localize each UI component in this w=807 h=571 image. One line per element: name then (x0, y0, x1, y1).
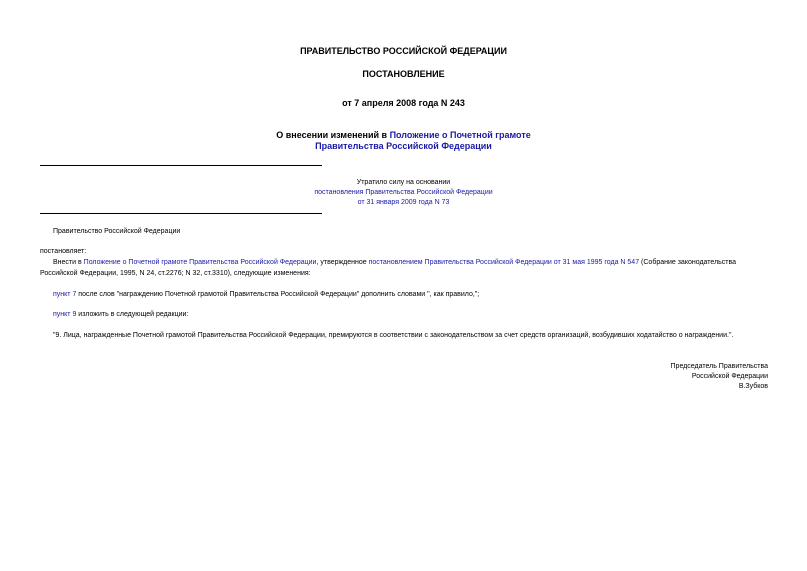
amendment-text-c: (Собрание законодательства Российской Федерации, 1995, N 24, ст.2276; N 32, ст.3310), следующие изменения: (40, 259, 737, 277)
item9-new-wording: "9. Лица, награжденные Почетной грамотой Правительства Российской Федерации, премируются в соответствии с законодательством за счет средств организаций, возбудивших ходатайство о награждении.". (53, 332, 734, 339)
status-note-link-line3[interactable]: от 31 января 2009 года N 73 (357, 199, 450, 206)
item9-link[interactable]: пункт 9 (53, 311, 77, 318)
amendment-text-b: , утвержденное (316, 259, 369, 266)
issuer-paragraph: Правительство Российской Федерации (53, 228, 181, 235)
document-type-heading: ПОСТАНОВЛЕНИЕ (362, 69, 445, 79)
signature-position-line1: Председатель Правительства (670, 363, 768, 370)
decrees-paragraph: постановляет: (40, 248, 87, 255)
amendment-paragraph (40, 257, 769, 279)
top-divider (40, 165, 322, 166)
signature-position-line2: Российской Федерации (691, 373, 768, 380)
signature-name: В.Зубков (738, 383, 768, 390)
item7-text: после слов "награждению Почетной грамотой Правительства Российской Федерации" дополнить словами ", как правило,"; (76, 291, 480, 298)
document-title-link-line1[interactable]: Положение о Почетной грамоте (389, 130, 531, 140)
signature-block (671, 362, 768, 392)
document-title (0, 130, 807, 152)
status-note-link-line2[interactable]: постановления Правительства Российской Федерации (314, 189, 493, 196)
status-note-line1: Утратило силу на основании (356, 179, 451, 186)
amendment-text-a: Внести в (53, 259, 84, 266)
item7-link[interactable]: пункт 7 (53, 291, 77, 298)
resolution-link[interactable]: постановлением Правительства Российской Федерации от 31 мая 1995 года N 547 (368, 259, 640, 266)
government-heading: ПРАВИТЕЛЬСТВО РОССИЙСКОЙ ФЕДЕРАЦИИ (300, 46, 507, 56)
item9-paragraph (40, 309, 769, 320)
bottom-divider (40, 213, 322, 214)
document-title-link-line2[interactable]: Правительства Российской Федерации (315, 141, 492, 151)
item9-text: изложить в следующей редакции: (76, 311, 189, 318)
regulation-link[interactable]: Положение о Почетной грамоте Правительства Российской Федерации (83, 259, 317, 266)
document-title-prefix: О внесении изменений в (276, 130, 390, 140)
item7-paragraph (40, 289, 769, 300)
date-number-heading: от 7 апреля 2008 года N 243 (342, 98, 465, 108)
